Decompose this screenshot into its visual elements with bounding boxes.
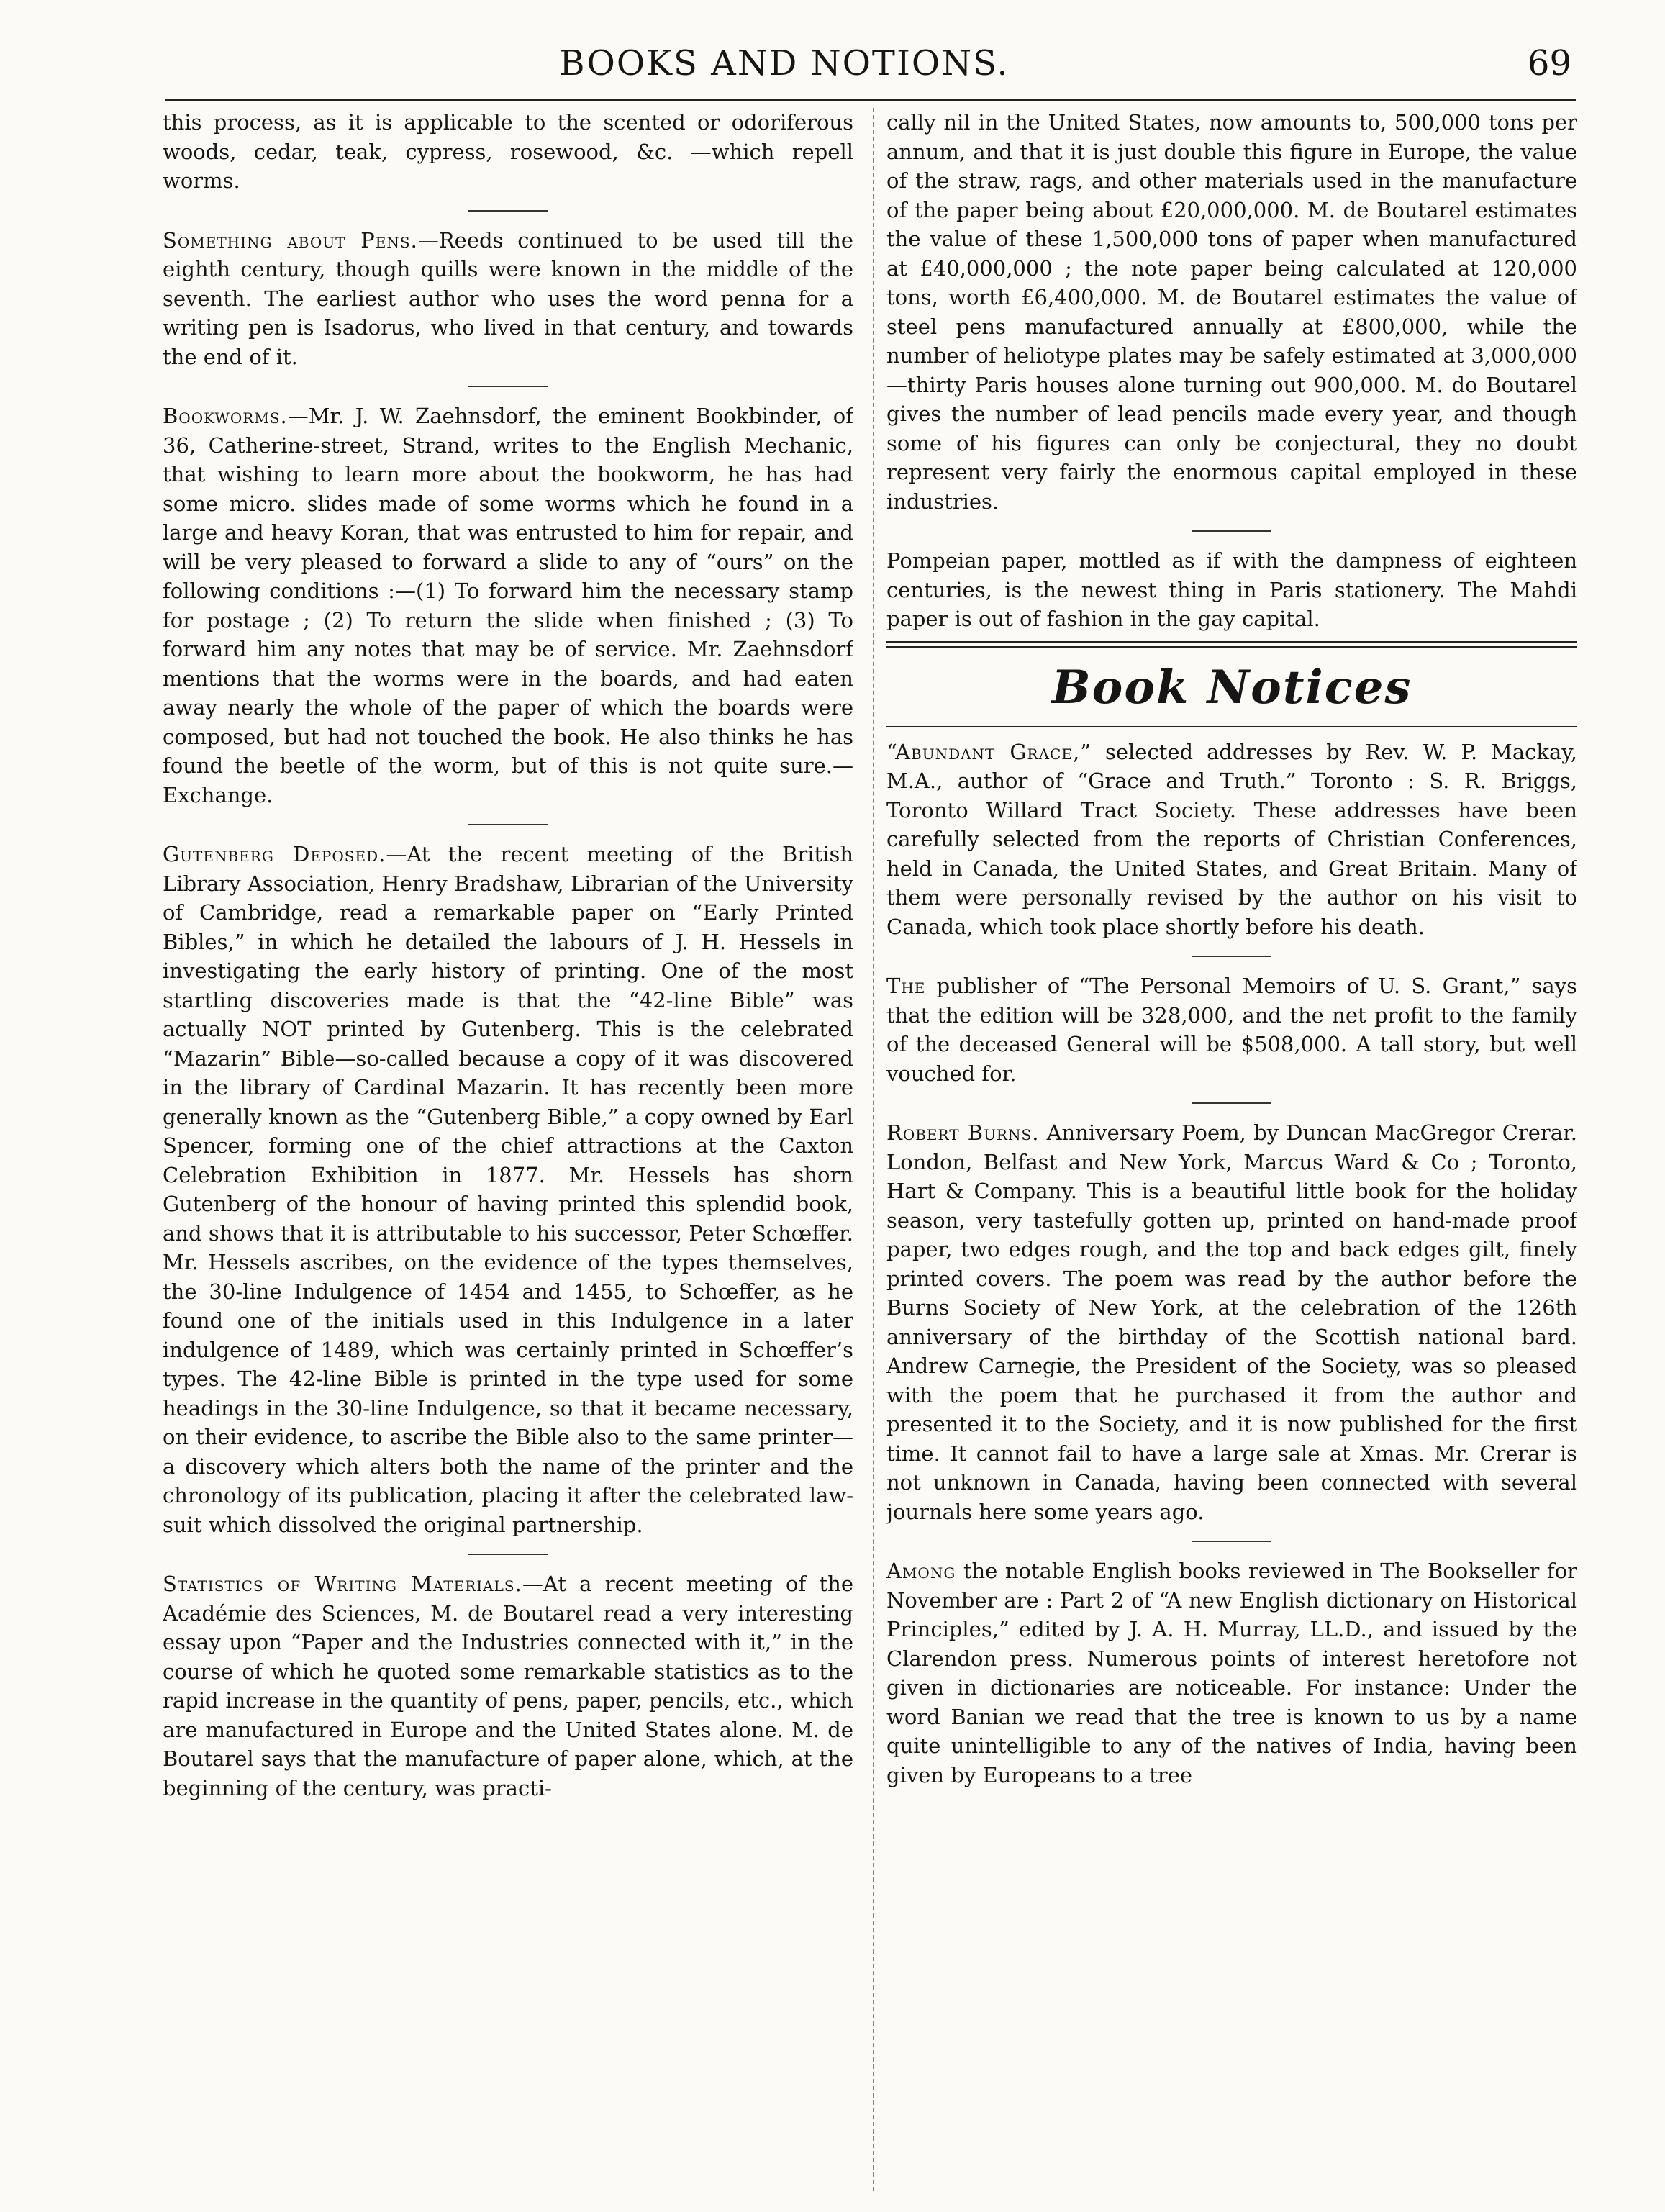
- section-heading-book-notices: Book Notices: [1051, 660, 1412, 715]
- notice-abundant-grace-body: selected addresses by Rev. W. P. Mackay, M.A., author of “Grace and Truth.” Toronto : S. R. Briggs, Toronto Willard Tract Society. These addresses have been carefully selected from the reports of Christian Conferences, held in Canada, the United States, and Great Britain. Many of them were personally revised by the author on his visit to Canada, which took place shortly before his death.: [886, 739, 1577, 939]
- paragraph-pompeian-paper: Pompeian paper, mottled as if with the dampness of eighteen centuries, is the newest thing in Paris stationery. The Mahdi paper is out of fashion in the gay capital.: [886, 548, 1577, 631]
- article-bookworms-body: —Mr. J. W. Zaehnsdorf, the eminent Bookbinder, of 36, Catherine-street, Strand, writes to the English Mechanic, that wishing to learn more about the bookworm, he has had some micro. slides made of some worms which he found in a large and heavy Koran, that was entrusted to him for repair, and will be very pleased to forward a slide to any of “ours” on the following conditions :—(1) To forward him the necessary stamp for postage ; (2) To return the slide when finished ; (3) To forward him any notes that may be of service. Mr. Zaehnsdorf mentions that the worms were in the boards, and had eaten away nearly the whole of the paper of which the boards were composed, but had not touched the book. He also thinks he has found the beetle of the worm, but of this is not quite sure.—Exchange.: [163, 404, 853, 807]
- column-divider: [873, 108, 876, 2191]
- section-double-rule: [886, 641, 1577, 648]
- separator-rule: [468, 824, 548, 825]
- article-statistics: [163, 1569, 853, 1803]
- article-gutenberg: [163, 840, 853, 1539]
- article-pens-body: —Reeds continued to be used till the eighth century, though quills were known in the middle of the seventh. The earliest author who uses the word penna for a writing pen is Isadorus, who lived in that century, and towards the end of it.: [163, 227, 853, 369]
- separator-rule: [468, 210, 548, 212]
- notice-english-dictionary: [886, 1556, 1577, 1790]
- notice-robert-burns-title: Robert Burns.: [886, 1120, 1040, 1145]
- paragraph-paper-statistics: cally nil in the United States, now amounts to, 500,000 tons per annum, and that it is just double this figure in Europe, the value of the straw, rags, and other materials used in the manufacture of the paper being about £20,000,000. M. de Boutarel estimates the value of these 1,500,000 tons of paper when manufactured at £40,000,000 ; the note paper being calculated at 120,000 tons, worth £6,400,000. M. de Boutarel estimates the value of steel pens manufactured annually at £800,000, while the number of heliotype plates may be safely estimated at 3,000,000 —thirty Paris houses alone turning out 900,000. M. do Boutarel gives the number of lead pencils made every year, and though some of his figures can only be conjectural, they no doubt represent very fairly the enormous capital employed in these industries.: [886, 110, 1577, 514]
- notice-grant-memoirs-body: publisher of “The Personal Memoirs of U. S. Grant,” says that the edition will be 328,000, and the net profit to the family of the deceased General will be $508,000. A tall story, but well vouched for.: [886, 974, 1577, 1086]
- article-pens: [163, 226, 853, 372]
- article-bookworms: [163, 402, 853, 810]
- right-column: [886, 108, 1577, 2195]
- page-number: 69: [1527, 43, 1571, 83]
- notice-english-dictionary-lead: Among: [886, 1559, 956, 1583]
- notice-abundant-grace-title: “Abundant Grace,”: [886, 739, 1092, 764]
- left-column: [163, 108, 853, 2195]
- separator-rule: [1192, 1102, 1271, 1104]
- separator-rule: [1192, 1541, 1271, 1542]
- section-rule: [886, 726, 1577, 727]
- notice-grant-memoirs: [886, 971, 1577, 1088]
- separator-rule: [468, 1554, 548, 1555]
- article-statistics-body: —At a recent meeting of the Académie des Sciences, M. de Boutarel read a very interesting essay upon “Paper and the Industries connected with it,” in the course of which he quoted some remarkable statistics as to the rapid increase in the quantity of pens, paper, pencils, etc., which are manufactured in Europe and the United States alone. M. de Boutarel says that the manufacture of paper alone, which, at the beginning of the century, was practi-: [163, 1572, 853, 1800]
- separator-rule: [1192, 530, 1271, 532]
- header-rule: [165, 99, 1576, 101]
- article-statistics-heading: Statistics of Writing Materials.: [163, 1572, 522, 1596]
- notice-robert-burns: [886, 1118, 1577, 1526]
- article-pens-heading: Something about Pens.: [163, 227, 418, 253]
- article-gutenberg-heading: Gutenberg Deposed.: [163, 842, 386, 866]
- running-title: BOOKS AND NOTIONS.: [559, 43, 1010, 83]
- notice-english-dictionary-body: the notable English books reviewed in The Bookseller for November are : Part 2 of “A new English dictionary on Historical Principles,” edited by J. A. H. Murray, LL.D., and issued by the Clarendon press. Numerous points of interest heretofore not given in dictionaries are noticeable. For instance: Under the word Banian we read that the tree is known to us by a name quite unintelligible to any of the natives of India, having been given by Europeans to a tree: [886, 1559, 1577, 1787]
- paragraph-process-continued: this process, as it is applicable to the scented or odoriferous woods, cedar, teak, cypress, rosewood, &c. —which repell worms.: [163, 110, 853, 193]
- article-bookworms-heading: Bookworms.: [163, 404, 288, 428]
- notice-robert-burns-body: Anniversary Poem, by Duncan MacGregor Crerar. London, Belfast and New York, Marcus Ward & Co ; Toronto, Hart & Company. This is a beautiful little book for the holiday season, very tastefully gotten up, printed on hand-made proof paper, two edges rough, and the top and back edges gilt, finely printed covers. The poem was read by the author before the Burns Society of New York, at the celebration of the 126th anniversary of the birthday of the Scottish national bard. Andrew Carnegie, the President of the Society, was so pleased with the poem that he purchased it from the author and presented it to the Society, and it is now published for the first time. It cannot fail to have a large sale at Xmas. Mr. Crerar is not unknown in Canada, having been connected with several journals here some years ago.: [886, 1120, 1577, 1524]
- notice-grant-memoirs-lead: The: [886, 974, 926, 998]
- separator-rule: [1192, 956, 1271, 957]
- notice-abundant-grace: [886, 738, 1577, 942]
- article-gutenberg-body: —At the recent meeting of the British Library Association, Henry Bradshaw, Librarian of the University of Cambridge, read a remarkable paper on “Early Printed Bibles,” in which he detailed the labours of J. H. Hessels in investigating the early history of printing. One of the most startling discoveries made is that the “42-line Bible” was actually NOT printed by Gutenberg. This is the celebrated “Mazarin” Bible—so-called because a copy of it was discovered in the library of Cardinal Mazarin. It has recently been more generally known as the “Gutenberg Bible,” a copy owned by Earl Spencer, forming one of the chief attractions at the Caxton Celebration Exhibition in 1877. Mr. Hessels has shorn Gutenberg of the honour of having printed this splendid book, and shows that it is attributable to his successor, Peter Schœffer. Mr. Hessels ascribes, on the evidence of the types themselves, the 30-line Indulgence of 1454 and 1455, to Schœffer, as he found one of the initials used in this Indulgence in a later indulgence of 1489, which was certainly printed in Schœffer’s types. The 42-line Bible is printed in the type used for some headings in the 30-line Indulgence, so that it became necessary, on their evidence, to ascribe the Bible also to the same printer—a discovery which alters both the name of the printer and the chronology of its publication, placing it after the celebrated law-suit which dissolved the original partnership.: [163, 842, 853, 1537]
- separator-rule: [468, 386, 548, 387]
